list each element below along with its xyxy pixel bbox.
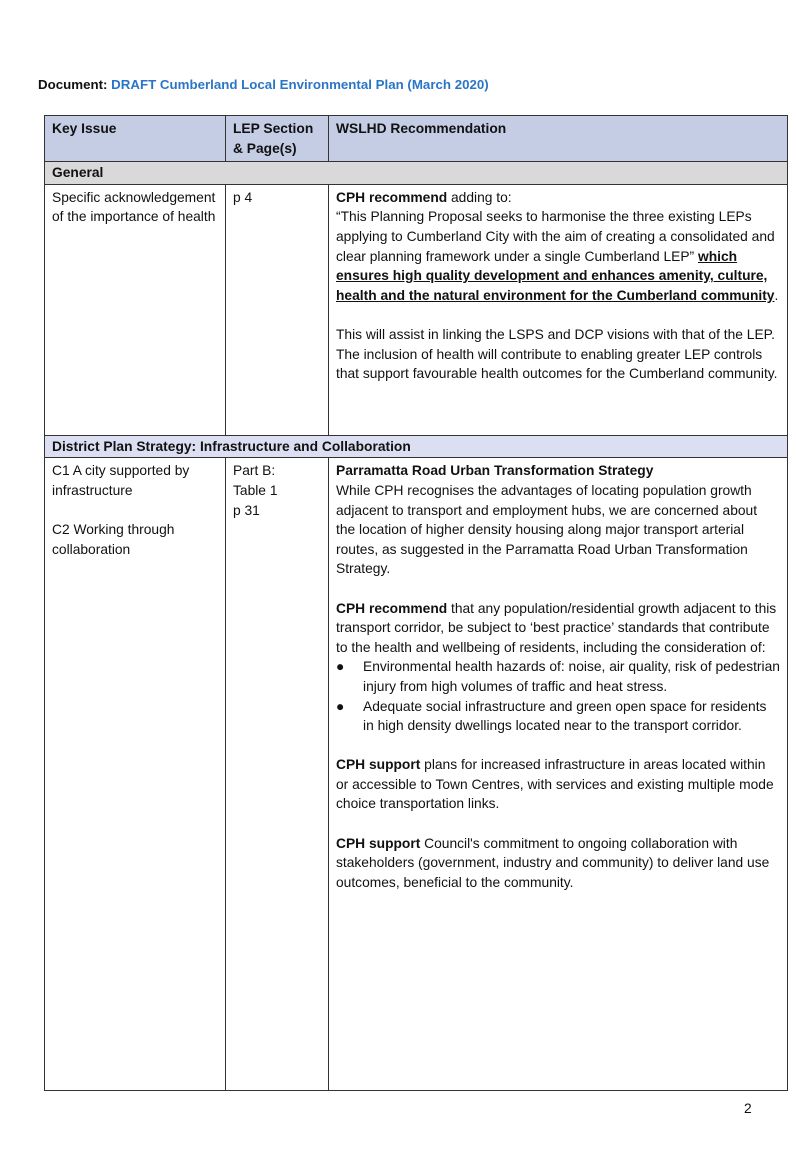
support-paragraph: [336, 834, 780, 893]
recommend-label: CPH recommend: [336, 600, 448, 616]
bullet-icon: ●: [336, 659, 345, 675]
support-paragraph: [336, 755, 780, 814]
key-issue-text: Specific acknowledgement of the importance of health: [52, 189, 216, 225]
strategy-intro: While CPH recognises the advantages of locating population growth adjacent to transport and employment hubs, we are concerned about the location of higher density housing along major transport arterial routes, as suggested in the Parramatta Road Urban Transformation Strategy.: [336, 482, 758, 577]
recommendation-cell: [329, 184, 788, 435]
lep-section-text: Part B:: [233, 463, 276, 479]
list-item-text: Adequate social infrastructure and green open space for residents in high density dwellings located near to the transport corridor.: [363, 698, 767, 734]
column-header-lep-section: LEP Section & Page(s): [226, 116, 329, 162]
recommend-label: CPH recommend: [336, 189, 448, 205]
list-item: [336, 657, 780, 696]
section-heading-row: [45, 435, 788, 458]
support-label: CPH support: [336, 757, 421, 773]
column-header-key-issue: Key Issue: [45, 116, 226, 162]
lep-section-text: p 31: [233, 502, 260, 518]
lep-section-text: Table 1: [233, 482, 278, 498]
quote-text: “This Planning Proposal seeks to harmonise the three existing LEPs applying to Cumberland City with the aim of creating a consolidated and clear planning framework under a single Cumberland LEP”: [336, 209, 775, 264]
recommendation-cell: [329, 458, 788, 1091]
lep-section-cell: [226, 184, 329, 435]
support-text: plans for increased infrastructure in areas located within or accessible to Town Centres, with services and existing multiple mode choice transportation links.: [336, 757, 774, 812]
table-header-row: [45, 116, 788, 162]
key-issue-cell: [45, 184, 226, 435]
recommendations-table: [44, 115, 788, 1091]
list-item-text: Environmental health hazards of: noise, air quality, risk of pedestrian injury from high volumes of traffic and heat stress.: [363, 659, 780, 694]
lep-section-cell: [226, 458, 329, 1091]
page-number: 2: [744, 1101, 752, 1116]
underlined-addition: which ensures high quality development and enhances amenity, culture, health and the natural environment for the Cumberland community: [336, 248, 775, 303]
document-title: DRAFT Cumberland Local Environmental Plan (March 2020): [111, 77, 489, 92]
key-issue-text: C2 Working through collaboration: [52, 522, 175, 557]
recommend-text: that any population/residential growth adjacent to this transport corridor, be subject to ‘best practice’ standards that contribute to the health and wellbeing of residents, including the consideration of:: [336, 600, 777, 655]
quote-paragraph: [336, 207, 780, 305]
table-row: [45, 184, 788, 435]
key-issue-text: C1 A city supported by infrastructure: [52, 463, 190, 498]
support-label: CPH support: [336, 835, 421, 851]
section-heading-district-plan: District Plan Strategy: Infrastructure and Collaboration: [45, 435, 788, 458]
column-header-recommendation: WSLHD Recommendation: [329, 116, 788, 162]
section-heading-row: [45, 162, 788, 185]
key-issue-cell: [45, 458, 226, 1091]
consideration-list: [336, 657, 780, 735]
section-heading-general: General: [45, 162, 788, 185]
table-row: [45, 458, 788, 1091]
list-item: [336, 697, 780, 736]
document-label: Document:: [38, 77, 108, 92]
bullet-icon: ●: [336, 698, 345, 714]
recommendation-paragraph: [336, 599, 780, 658]
recommendation-paragraph: [336, 188, 780, 208]
lep-section-text: p 4: [233, 189, 253, 205]
document-header: [38, 77, 489, 92]
recommend-text: adding to:: [447, 189, 512, 205]
underlined-addition-end: .: [774, 287, 779, 303]
recommendation-paragraph-2: This will assist in linking the LSPS and DCP visions with that of the LEP. The inclusion of health will contribute to enabling greater LEP controls that support favourable health outcomes for the Cumberland community.: [336, 326, 778, 382]
support-text: Council's commitment to ongoing collaboration with stakeholders (government, industry and community) to deliver land use outcomes, beneficial to the community.: [336, 835, 770, 890]
strategy-title: Parramatta Road Urban Transformation Strategy: [336, 463, 654, 479]
